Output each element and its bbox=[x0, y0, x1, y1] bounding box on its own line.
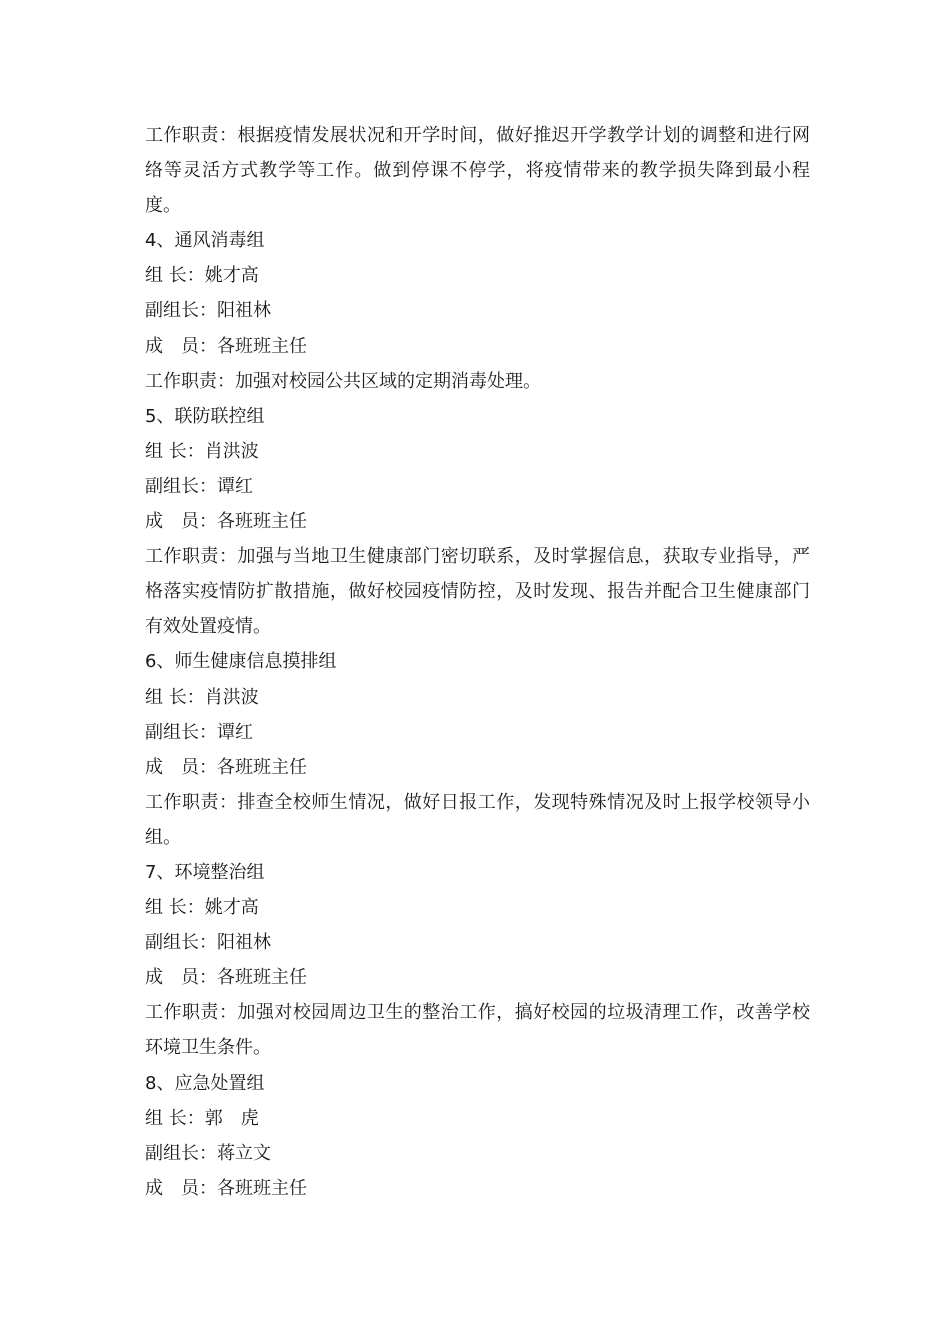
group-leader: 组 长：姚才高 bbox=[145, 265, 259, 287]
group-heading-health-screening: 6、师生健康信息摸排组 bbox=[145, 651, 337, 673]
group-members: 成 员：各班班主任 bbox=[145, 335, 307, 357]
group-leader: 组 长：姚才高 bbox=[145, 897, 259, 919]
document-page bbox=[145, 118, 810, 1206]
duty-paragraph-joint-control: 工作职责：加强与当地卫生健康部门密切联系，及时掌握信息，获取专业指导，严格落实疫情防扩散措施，做好校园疫情防控，及时发现、报告并配合卫生健康部门有效处置疫情。 bbox=[145, 546, 810, 638]
group-deputy-leader: 副组长：阳祖林 bbox=[145, 300, 271, 322]
group-heading-ventilation: 4、通风消毒组 bbox=[145, 230, 265, 252]
duty-paragraph-ventilation: 工作职责：加强对校园公共区域的定期消毒处理。 bbox=[145, 370, 541, 392]
group-deputy-leader: 副组长：谭红 bbox=[145, 475, 253, 497]
group-heading-environment: 7、环境整治组 bbox=[145, 861, 265, 883]
group-heading-emergency: 8、应急处置组 bbox=[145, 1072, 265, 1094]
group-members: 成 员：各班班主任 bbox=[145, 511, 307, 533]
group-leader: 组 长：肖洪波 bbox=[145, 686, 259, 708]
group-deputy-leader: 副组长：蒋立文 bbox=[145, 1142, 271, 1164]
group-leader: 组 长：肖洪波 bbox=[145, 440, 259, 462]
group-leader: 组 长：郭 虎 bbox=[145, 1107, 259, 1129]
group-members: 成 员：各班班主任 bbox=[145, 967, 307, 989]
duty-paragraph-environment: 工作职责：加强对校园周边卫生的整治工作，搞好校园的垃圾清理工作，改善学校环境卫生条件。 bbox=[145, 1002, 810, 1059]
duty-paragraph-teaching: 工作职责：根据疫情发展状况和开学时间，做好推迟开学教学计划的调整和进行网络等灵活方式教学等工作。做到停课不停学，将疫情带来的教学损失降到最小程度。 bbox=[145, 125, 810, 217]
group-members: 成 员：各班班主任 bbox=[145, 1177, 307, 1199]
group-members: 成 员：各班班主任 bbox=[145, 756, 307, 778]
group-heading-joint-control: 5、联防联控组 bbox=[145, 405, 265, 427]
duty-paragraph-health-screening: 工作职责：排查全校师生情况，做好日报工作，发现特殊情况及时上报学校领导小组。 bbox=[145, 791, 810, 848]
group-deputy-leader: 副组长：谭红 bbox=[145, 721, 253, 743]
group-deputy-leader: 副组长：阳祖林 bbox=[145, 932, 271, 954]
